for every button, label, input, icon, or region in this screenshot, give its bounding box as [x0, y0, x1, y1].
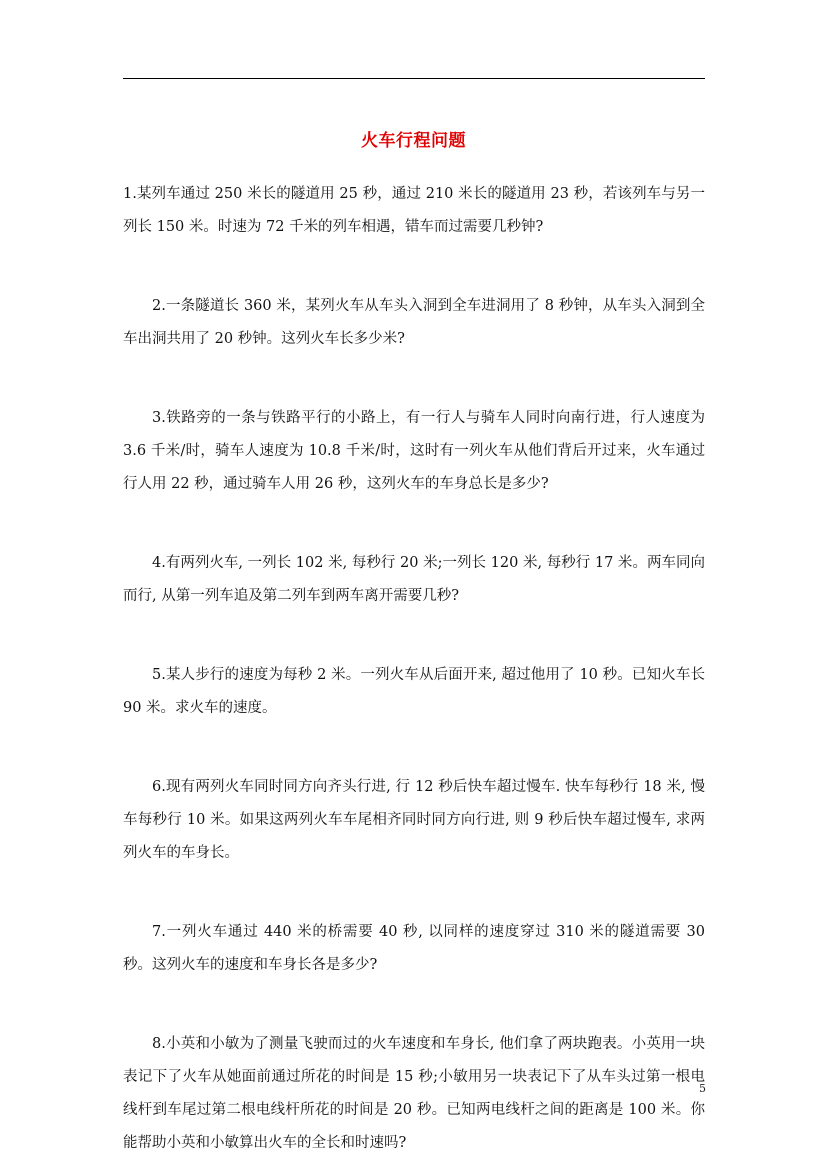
problem-5: 5.某人步行的速度为每秒 2 米。一列火车从后面开来, 超过他用了 10 秒。已知火车长 90 米。求火车的速度。 [123, 667, 705, 716]
page-number: 5 [699, 1082, 706, 1095]
header-rule [123, 78, 705, 79]
problem-8: 8.小英和小敏为了测量飞驶而过的火车速度和车身长, 他们拿了两块跑表。小英用一块表记下了火车从她面前通过所花的时间是 15 秒;小敏用另一块表记下了从车头过第一根电线杆到车尾过第二根电线杆所花的时间是 20 秒。已知两电线杆之间的距离是 100 米。你能帮助小英和小敏算出火车的全长和时速吗? [123, 1036, 705, 1151]
problem-list [123, 178, 705, 1160]
problem-3: 3.铁路旁的一条与铁路平行的小路上，有一行人与骑车人同时向南行进，行人速度为 3.6 千米/时，骑车人速度为 10.8 千米/时，这时有一列火车从他们背后开过来，火车通过行人用 22 秒，通过骑车人用 26 秒，这列火车的车身总长是多少? [123, 410, 705, 492]
problem-4: 4.有两列火车, 一列长 102 米, 每秒行 20 米;一列长 120 米, 每秒行 17 米。两车同向而行, 从第一列车追及第二列车到两车离开需要几秒? [123, 555, 705, 604]
problem-7: 7.一列火车通过 440 米的桥需要 40 秒, 以同样的速度穿过 310 米的隧道需要 30 秒。这列火车的速度和车身长各是多少? [123, 924, 705, 973]
problem-1: 1.某列车通过 250 米长的隧道用 25 秒，通过 210 米长的隧道用 23 秒，若该列车与另一列长 150 米。时速为 72 千米的列车相遇，错车而过需要几秒钟? [123, 186, 705, 235]
problem-2: 2.一条隧道长 360 米，某列火车从车头入洞到全车进洞用了 8 秒钟，从车头入洞到全车出洞共用了 20 秒钟。这列火车长多少米? [123, 298, 705, 347]
problem-6: 6.现有两列火车同时同方向齐头行进, 行 12 秒后快车超过慢车. 快车每秒行 18 米, 慢车每秒行 10 米。如果这两列火车车尾相齐同时同方向行进, 则 9 秒后快车超过慢车, 求两列火车的车身长。 [123, 779, 705, 861]
page-title: 火车行程问题 [361, 131, 466, 151]
